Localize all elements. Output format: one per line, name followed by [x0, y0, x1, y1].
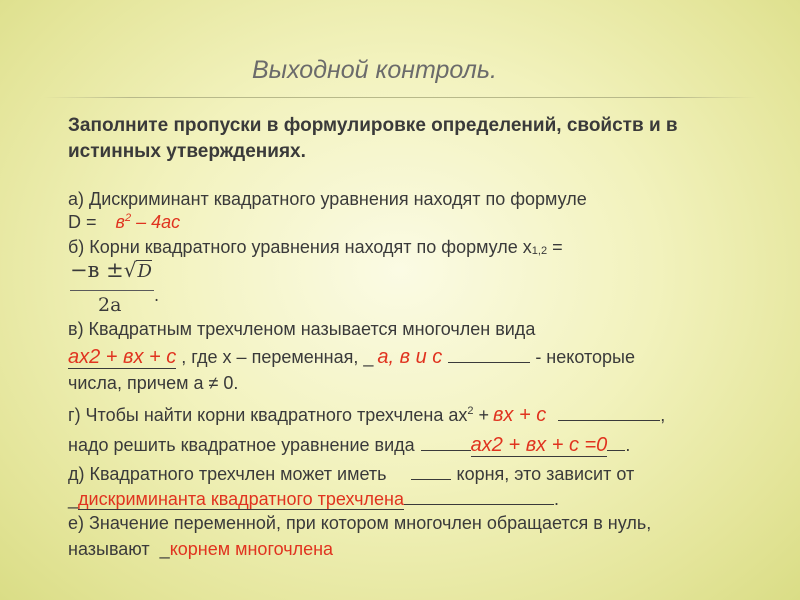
item-g-line2: надо решить квадратное уравнение вида ах2 + вх + с =0 .	[68, 434, 631, 456]
blank-line	[448, 346, 530, 363]
roots-formula	[68, 258, 160, 322]
item-e-text: е) Значение переменной, при котором многочлен обращается в нуль,	[68, 513, 652, 533]
formula-period: .	[154, 286, 160, 305]
coefficients-answer: а, в и с	[377, 346, 443, 368]
blank-line	[421, 434, 471, 451]
formula-denominator: 2a	[98, 294, 122, 316]
blank-line	[411, 463, 451, 480]
item-g-question: г) Чтобы найти корни квадратного трехчлена $ах^2$ + вх + с ,	[68, 404, 666, 426]
item-e-question	[68, 512, 651, 534]
item-g-text: г) Чтобы найти корни квадратного трехчлена ах	[68, 405, 468, 425]
item-a-question	[68, 188, 587, 210]
title-divider	[44, 97, 756, 98]
trinomial-answer: ах2 + вх + с	[68, 346, 177, 368]
item-b-subscript: 1,2	[531, 245, 548, 257]
trinomial-tail-answer: вх + с	[492, 404, 547, 426]
item-d-text: д) Квадратного трехчлен может иметь	[68, 464, 387, 484]
item-v-answer-line: ах2 + вх + с , где x – переменная, _ а, в и с - некоторые	[68, 346, 635, 368]
item-v-question	[68, 318, 535, 340]
blank-line	[607, 434, 625, 451]
item-e-answer-line: называют _корнем многочлена	[68, 539, 334, 559]
discriminant-answer: $в^2 - 4ас$	[115, 212, 181, 232]
fraction-bar	[70, 290, 154, 291]
item-a-text: а) Дискриминант квадратного уравнения находят по формуле	[68, 189, 587, 209]
d-label: D =	[68, 212, 97, 232]
item-a-answer-line	[68, 211, 180, 233]
blank-line	[558, 404, 660, 421]
discriminant-dependency-answer: дискриминанта квадратного трехчлена	[78, 489, 404, 509]
item-d-answer-line: _дискриминанта квадратного трехчлена .	[68, 489, 559, 509]
item-v-text: в) Квадратным трехчленом называется многочлен вида	[68, 319, 536, 339]
item-v-line3: числа, причем а ≠ 0.	[68, 373, 239, 393]
equation-answer: ах2 + вх + с =0	[470, 434, 608, 456]
item-b-question: б) Корни квадратного уравнения находят по формуле x1,2 =	[68, 237, 563, 257]
item-b-text: б) Корни квадратного уравнения находят по формуле x	[68, 237, 532, 257]
formula-numerator: −в ±√D	[70, 258, 152, 282]
item-d-question: д) Квадратного трехчлен может иметь корня, это зависит от	[68, 464, 635, 484]
blank-line	[404, 488, 554, 505]
slide-title: Выходной контроль.	[252, 56, 497, 84]
root-answer: корнем многочлена	[169, 539, 334, 559]
instructions: Заполните пропуски в формулировке определений, свойств и в истинных утверждениях.	[68, 115, 678, 162]
